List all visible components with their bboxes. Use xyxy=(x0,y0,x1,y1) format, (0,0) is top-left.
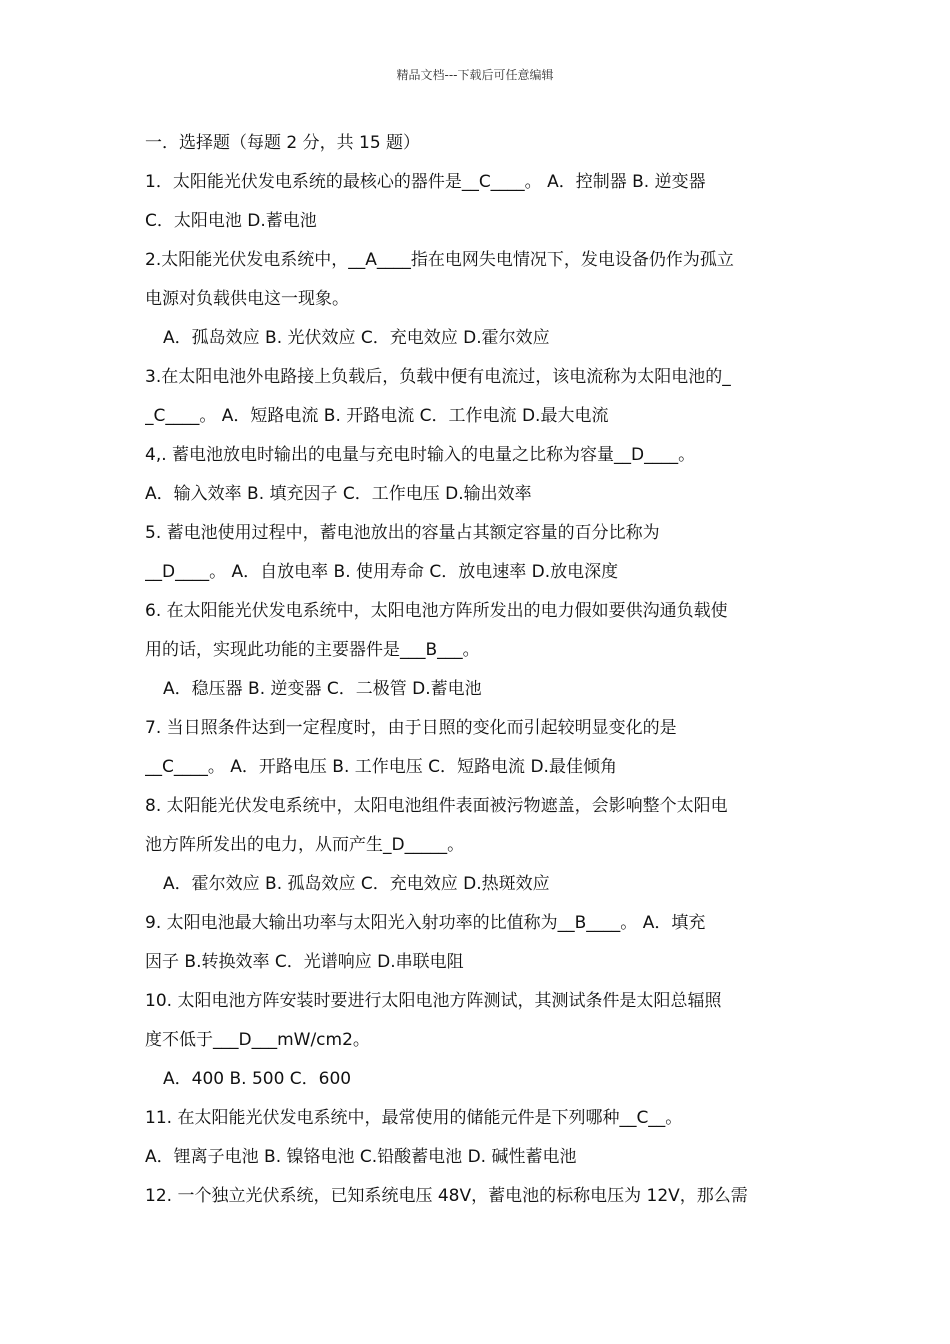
question-line: 因子 B.转换效率 C．光谱响应 D.串联电阻 xyxy=(145,952,464,972)
question-line: _C____。 A．短路电流 B. 开路电流 C．工作电流 D.最大电流 xyxy=(145,406,609,426)
question-line: C．太阳电池 D.蓄电池 xyxy=(145,211,317,231)
question-line: A．孤岛效应 B. 光伏效应 C．充电效应 D.霍尔效应 xyxy=(163,328,550,348)
question-line: 1．太阳能光伏发电系统的最核心的器件是__C____。 A．控制器 B. 逆变器 xyxy=(145,172,706,192)
document-body xyxy=(145,124,810,1216)
question-line: 11. 在太阳能光伏发电系统中，最常使用的储能元件是下列哪种__C__。 xyxy=(145,1108,683,1128)
question-line: A．锂离子电池 B. 镍铬电池 C.铅酸蓄电池 D. 碱性蓄电池 xyxy=(145,1147,577,1167)
question-line: __C____。 A．开路电压 B. 工作电压 C．短路电流 D.最佳倾角 xyxy=(145,757,617,777)
question-line: A．稳压器 B. 逆变器 C．二极管 D.蓄电池 xyxy=(163,679,482,699)
question-line: 度不低于___D___mW/cm2。 xyxy=(145,1030,370,1050)
question-line: 用的话，实现此功能的主要器件是___B___。 xyxy=(145,640,480,660)
question-line: 9. 太阳电池最大输出功率与太阳光入射功率的比值称为__B____。 A．填充 xyxy=(145,913,706,933)
question-line: __D____。 A．自放电率 B. 使用寿命 C．放电速率 D.放电深度 xyxy=(145,562,619,582)
question-line: 6. 在太阳能光伏发电系统中，太阳电池方阵所发出的电力假如要供沟通负载使 xyxy=(145,601,728,621)
question-line: 5. 蓄电池使用过程中，蓄电池放出的容量占其额定容量的百分比称为 xyxy=(145,523,660,543)
question-line: 7. 当日照条件达到一定程度时，由于日照的变化而引起较明显变化的是 xyxy=(145,718,677,738)
question-line: A．输入效率 B. 填充因子 C．工作电压 D.输出效率 xyxy=(145,484,532,504)
page-header: 精品文档---下载后可任意编辑 xyxy=(396,68,554,82)
question-line: 3.在太阳电池外电路接上负载后，负载中便有电流过，该电流称为太阳电池的_ xyxy=(145,367,731,387)
section-title: 一．选择题（每题 2 分，共 15 题） xyxy=(145,133,421,153)
question-line: A．霍尔效应 B. 孤岛效应 C．充电效应 D.热斑效应 xyxy=(163,874,550,894)
question-line: 10. 太阳电池方阵安装时要进行太阳电池方阵测试，其测试条件是太阳总辐照 xyxy=(145,991,722,1011)
question-line: A．400 B. 500 C．600 xyxy=(163,1069,352,1089)
question-line: 2.太阳能光伏发电系统中，__A____指在电网失电情况下，发电设备仍作为孤立 xyxy=(145,250,734,270)
question-list xyxy=(145,163,810,1216)
question-line: 4,. 蓄电池放电时输出的电量与充电时输入的电量之比称为容量__D____。 xyxy=(145,445,696,465)
question-line: 池方阵所发出的电力，从而产生_D_____。 xyxy=(145,835,465,855)
question-line: 8. 太阳能光伏发电系统中，太阳电池组件表面被污物遮盖，会影响整个太阳电 xyxy=(145,796,728,816)
question-line: 电源对负载供电这一现象。 xyxy=(145,289,349,309)
question-line: 12. 一个独立光伏系统，已知系统电压 48V，蓄电池的标称电压为 12V，那么需 xyxy=(145,1186,748,1206)
